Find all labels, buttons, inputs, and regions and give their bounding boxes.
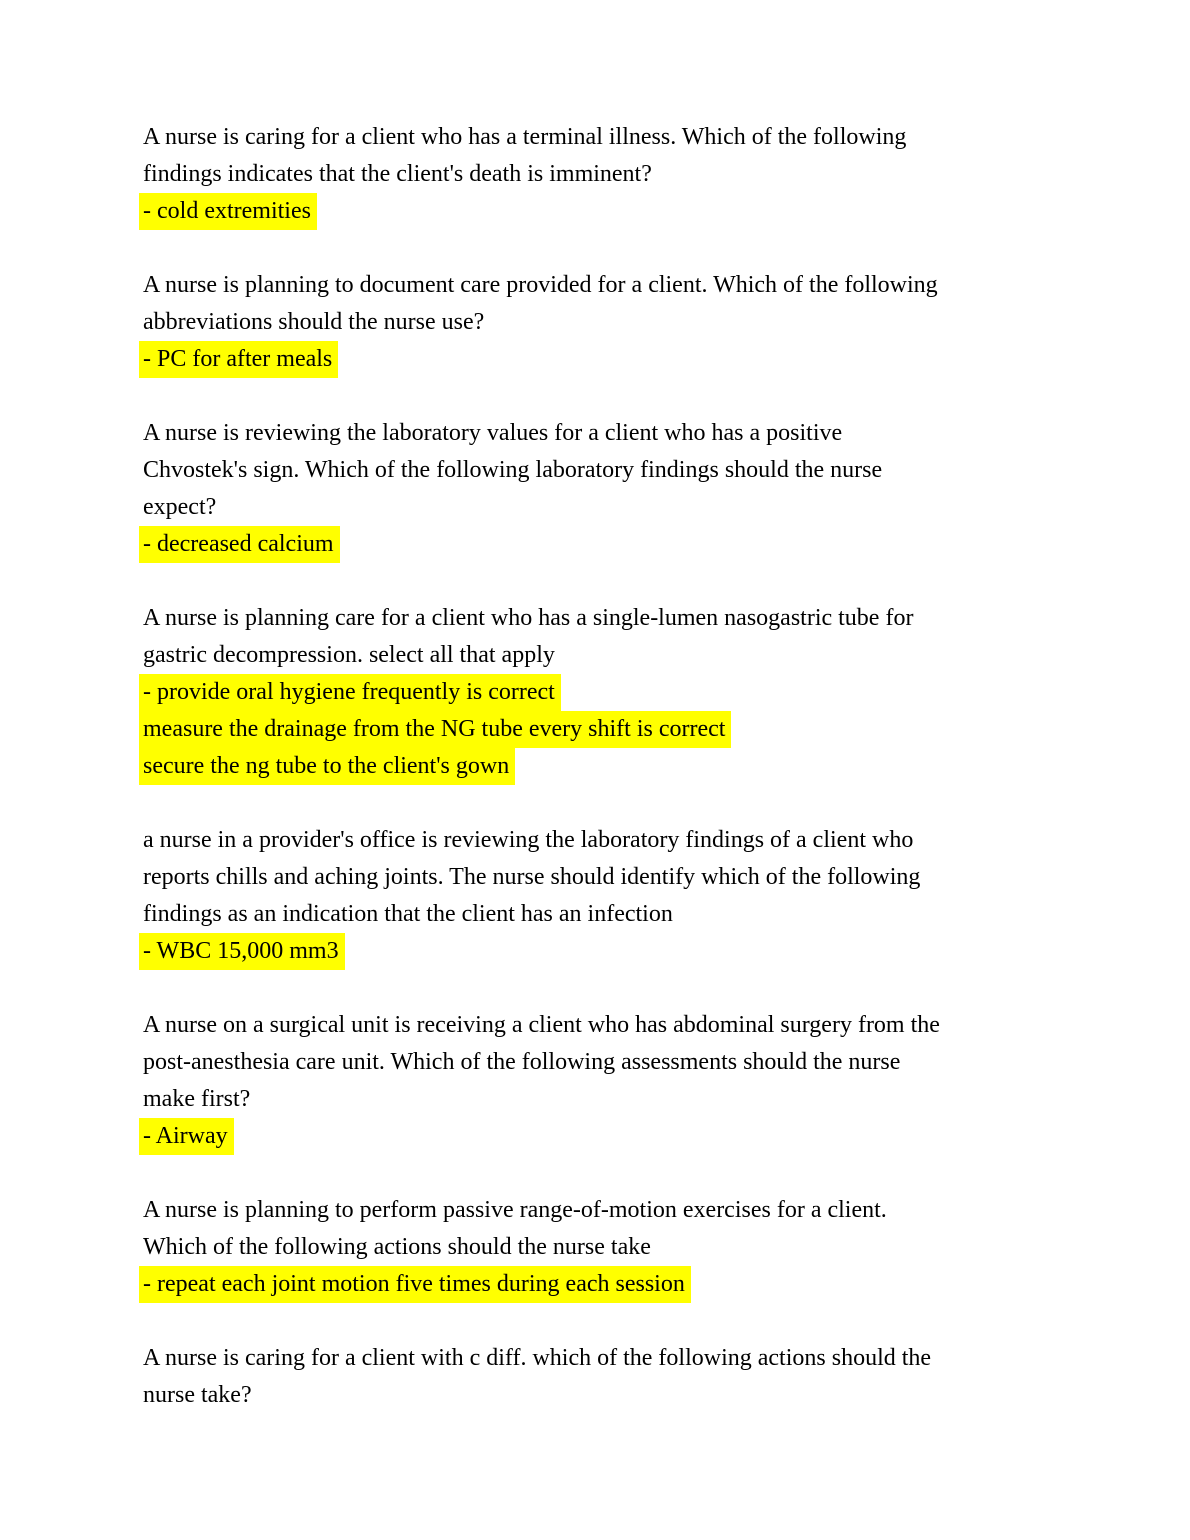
- answer-highlight: measure the drainage from the NG tube every shift is correct: [139, 711, 731, 748]
- question-line: A nurse on a surgical unit is receiving a client who has abdominal surgery from the: [143, 1012, 940, 1038]
- question-line: expect?: [143, 494, 217, 520]
- question-line: findings as an indication that the client has an infection: [143, 901, 673, 927]
- answer-highlight: - cold extremities: [139, 193, 317, 230]
- question-line: A nurse is planning to perform passive range-of-motion exercises for a client.: [143, 1197, 887, 1223]
- question-line: gastric decompression. select all that apply: [143, 642, 555, 668]
- answer-line: [143, 933, 1048, 970]
- answer-highlight: - provide oral hygiene frequently is correct: [139, 674, 561, 711]
- question-line: a nurse in a provider's office is reviewing the laboratory findings of a client who: [143, 827, 914, 853]
- answer-highlight: - Airway: [139, 1118, 234, 1155]
- question-line: A nurse is caring for a client who has a terminal illness. Which of the following: [143, 124, 907, 150]
- answer-line: [143, 748, 1048, 785]
- question-line: abbreviations should the nurse use?: [143, 309, 485, 335]
- answer-line: [143, 1266, 1048, 1303]
- question-block: [143, 600, 1048, 785]
- question-line: Which of the following actions should the nurse take: [143, 1234, 651, 1260]
- question-block: [143, 822, 1048, 970]
- answer-line: [143, 1118, 1048, 1155]
- question-line: A nurse is planning to document care provided for a client. Which of the following: [143, 272, 938, 298]
- answer-highlight: secure the ng tube to the client's gown: [139, 748, 515, 785]
- question-block: [143, 119, 1048, 230]
- question-line: A nurse is caring for a client with c diff. which of the following actions should the: [143, 1345, 932, 1371]
- question-block: [143, 1007, 1048, 1155]
- answer-line: [143, 193, 1048, 230]
- answer-line: [143, 341, 1048, 378]
- question-line: post-anesthesia care unit. Which of the following assessments should the nurse: [143, 1049, 901, 1075]
- question-line: findings indicates that the client's death is imminent?: [143, 161, 652, 187]
- question-block: [143, 415, 1048, 563]
- answer-highlight: - WBC 15,000 mm3: [139, 933, 345, 970]
- question-block: [143, 1340, 1048, 1414]
- answer-line: [143, 711, 1048, 748]
- answer-line: [143, 674, 1048, 711]
- question-block: [143, 1192, 1048, 1303]
- answer-highlight: - PC for after meals: [139, 341, 338, 378]
- question-line: nurse take?: [143, 1382, 252, 1408]
- question-line: A nurse is reviewing the laboratory values for a client who has a positive: [143, 420, 843, 446]
- question-line: A nurse is planning care for a client who has a single-lumen nasogastric tube for: [143, 605, 914, 631]
- question-block: [143, 267, 1048, 378]
- question-line: Chvostek's sign. Which of the following laboratory findings should the nurse: [143, 457, 883, 483]
- questions-list: [143, 119, 1048, 1414]
- question-line: reports chills and aching joints. The nurse should identify which of the following: [143, 864, 921, 890]
- question-line: make first?: [143, 1086, 251, 1112]
- answer-highlight: - decreased calcium: [139, 526, 340, 563]
- answer-line: [143, 526, 1048, 563]
- answer-highlight: - repeat each joint motion five times during each session: [139, 1266, 691, 1303]
